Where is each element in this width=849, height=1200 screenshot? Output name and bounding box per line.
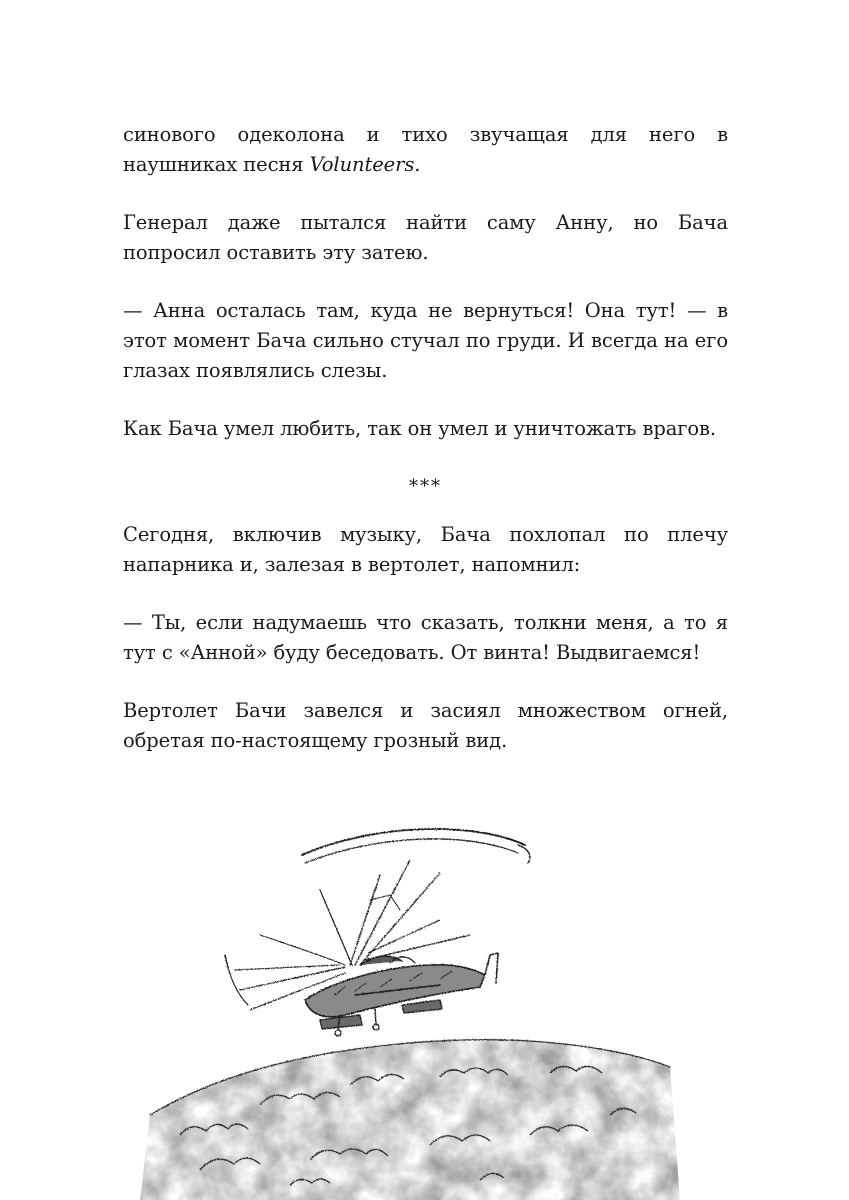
helicopter [225,829,530,1036]
song-title: Volunteers [309,153,415,176]
paragraph-3: — Анна осталась там, куда не вернуться! Она тут! — в этот момент Бача сильно стучал по груди. И всегда на его глазах появлялись слезы. [123,299,728,382]
paragraph-5: Сегодня, включив музыку, Бача похлопал по плечу напарника и, залезая в вертолет, напомнил: [123,523,728,576]
paragraph-6: — Ты, если надумаешь что сказать, толкни меня, а то я тут с «Анной» буду беседовать. От винта! Выдвигаемся! [123,611,728,664]
landscape [140,1040,680,1200]
paragraph-2: Генерал даже пытался найти саму Анну, но Бача попросил оставить эту затею. [123,211,728,264]
paragraph-1 [123,120,728,180]
paragraph-1-end: . [414,153,421,176]
scene-separator: *** [409,476,442,497]
paragraph-1-text: синового одеколона и тихо звучащая для него в наушниках песня [123,123,728,176]
helicopter-illustration [140,815,680,1200]
paragraph-7: Вертолет Бачи завелся и засиял множеством огней, обретая по-настоящему грозный вид. [123,699,728,752]
paragraph-4: Как Бача умел любить, так он умел и уничтожать врагов. [123,417,717,440]
text-body [123,120,728,784]
